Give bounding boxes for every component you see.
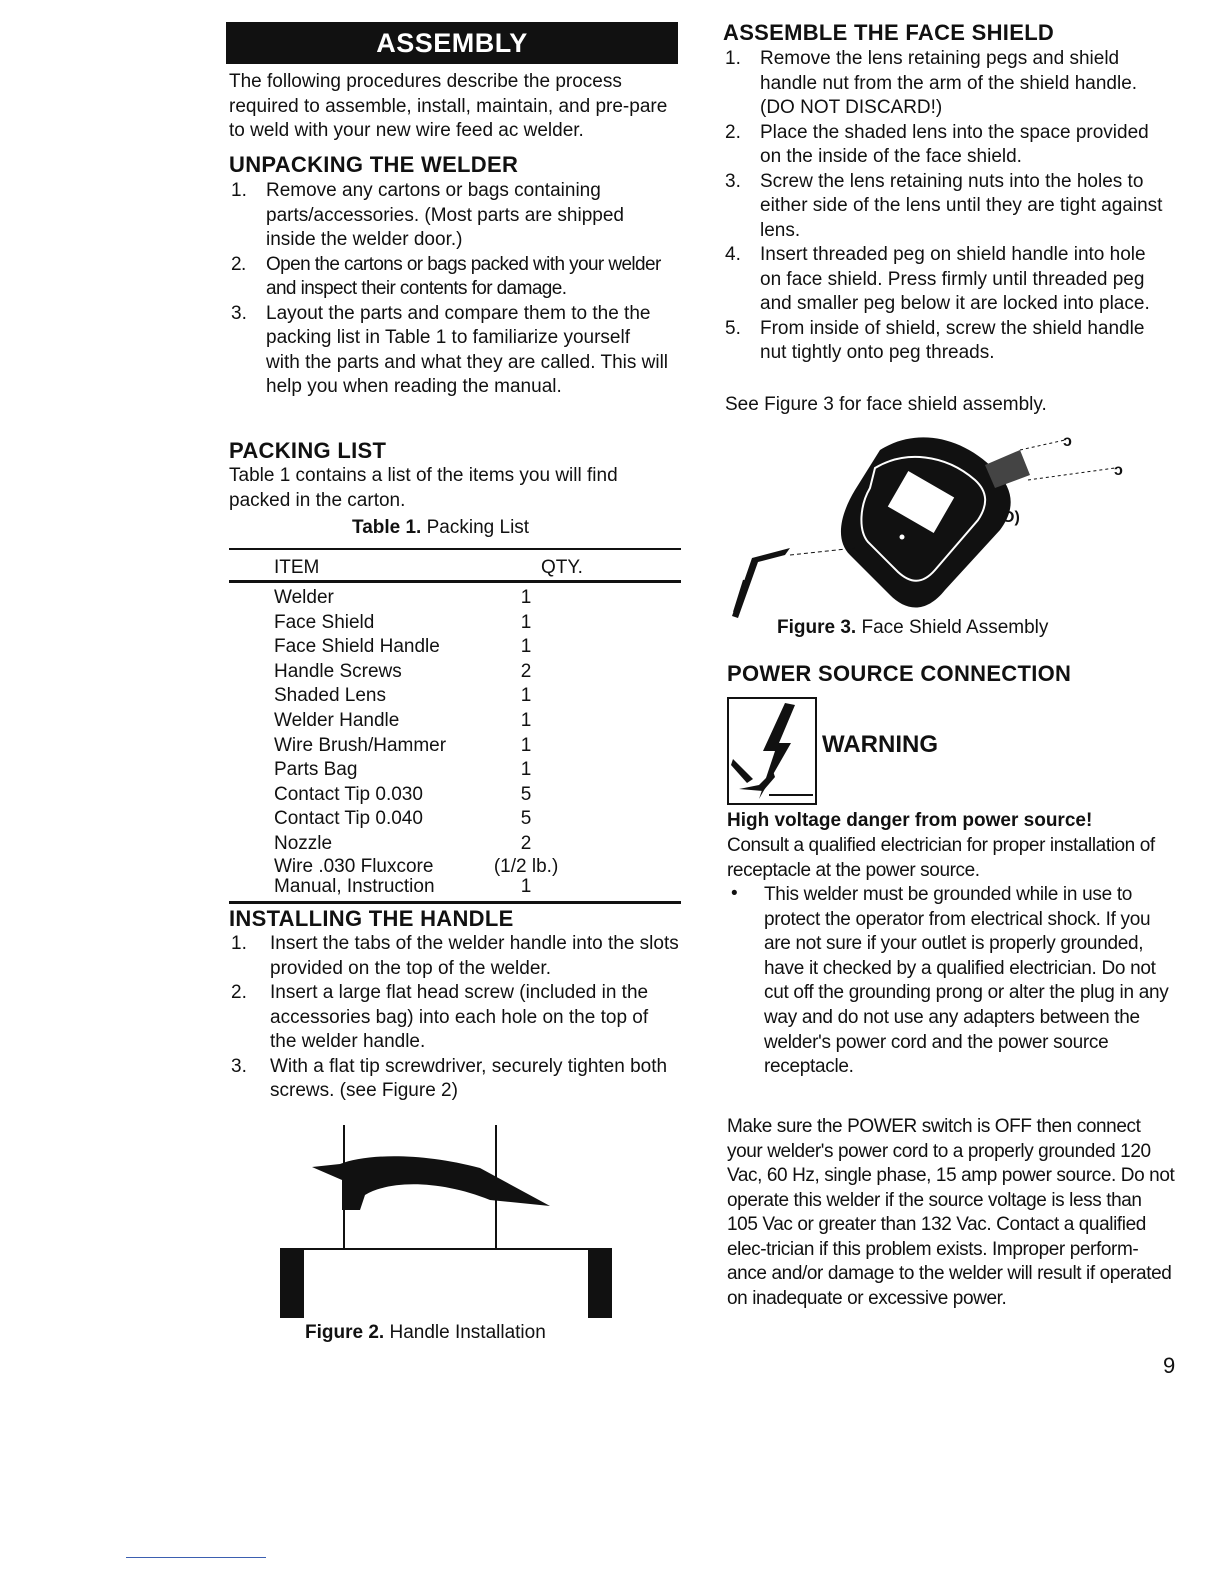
table-row: Nozzle 2 [274, 832, 532, 854]
installing-handle-heading: INSTALLING THE HANDLE [229, 906, 514, 931]
handle-installation-figure [270, 1120, 620, 1320]
dashed-line-top [1020, 440, 1065, 450]
face-shield-figure [730, 430, 1150, 620]
table-row: Handle Screws 2 [274, 660, 532, 682]
figure-2-caption: Figure 2. Handle Installation [305, 1322, 546, 1343]
figure-3-caption: Figure 3. Face Shield Assembly [777, 617, 1049, 638]
welder-side-right [588, 1248, 612, 1318]
list-item: 3. Screw the lens retaining nuts into the holes to either side of the lens until they are tight against lens. [725, 170, 1163, 241]
list-item: 1. Remove the lens retaining pegs and shield handle nut from the arm of the shield handle. (DO NOT DISCARD!) [725, 48, 1138, 118]
consult-electrician-text: Consult a qualified electrician for proper installation of receptacle at the power source. [727, 835, 1155, 881]
lightning-bolt-icon [729, 699, 815, 803]
handle-nut-icon: O) [1002, 509, 1020, 526]
footer-line [126, 1557, 266, 1558]
unpacking-steps [229, 179, 669, 400]
table-row: Parts Bag 1 [274, 759, 532, 781]
dashed-line-right [1028, 468, 1115, 480]
list-item: 3. Layout the parts and compare them to the the packing list in Table 1 to familiarize yourself with the parts and what they are called. This will help you when reading the manual. [231, 302, 669, 397]
list-item: 2. Place the shaded lens into the space provided on the inside of the face shield. [725, 121, 1149, 167]
table-row: Welder Handle 1 [274, 709, 532, 731]
nut-top-icon: ↄ [1063, 433, 1072, 450]
list-item: 2. Open the cartons or bags packed with your welder and inspect their contents for damage. [231, 253, 661, 299]
list-item: 4. Insert threaded peg on shield handle into hole on face shield. Press firmly until threaded peg and smaller peg below it are locked into place. [725, 244, 1150, 314]
table-row: Welder 1 [274, 587, 532, 608]
electric-shock-warning-box [727, 697, 817, 805]
table-row: Contact Tip 0.040 5 [274, 808, 532, 830]
packing-table [274, 586, 576, 897]
page-number: 9 [1163, 1353, 1176, 1378]
table-row: Face Shield 1 [274, 611, 532, 633]
face-shield-heading: ASSEMBLE THE FACE SHIELD [723, 20, 1055, 45]
bullet-icon: • [731, 883, 738, 904]
grounding-bullet-text: This welder must be grounded while in use to protect the operator from electrical shock. If you are not sure if your outlet is properly grounded, have it checked by a qualified electrician. Do not cut off the grounding prong or alter the plug in any way and do not use any adapters between the welder's power cord and the power source receptacle. [764, 884, 1169, 1078]
table-row: Shaded Lens 1 [274, 685, 532, 707]
shield-handle-arm [732, 548, 790, 618]
intro-paragraph: The following procedures describe the process required to assemble, install, maintain, and pre-pare to weld with your new wire feed ac welder. [229, 71, 668, 141]
table-row: Wire .030 Fluxcore (1/2 lb.) [274, 855, 559, 877]
table-header-qty: QTY. [541, 557, 583, 578]
assembly-banner: ASSEMBLY [226, 22, 678, 64]
warning-label: WARNING [822, 731, 938, 758]
unpacking-heading: UNPACKING THE WELDER [229, 152, 519, 177]
nut-right-icon: ↄ [1114, 462, 1123, 479]
dashed-line-handle [790, 548, 855, 555]
table-caption: Table 1. Packing List [352, 517, 530, 538]
table-row: Contact Tip 0.030 5 [274, 783, 532, 805]
table-header-item: ITEM [274, 557, 320, 578]
high-voltage-danger-text: High voltage danger from power source! [727, 810, 1093, 831]
table-row: Face Shield Handle 1 [274, 636, 532, 658]
packing-list-heading: PACKING LIST [229, 438, 387, 463]
see-figure-3-text: See Figure 3 for face shield assembly. [725, 394, 1047, 415]
table-row: Wire Brush/Hammer 1 [274, 734, 532, 756]
list-item: 1. Insert the tabs of the welder handle into the slots provided on the top of the welder. [231, 933, 679, 979]
welder-handle-shape [312, 1156, 550, 1210]
handle-steps [229, 932, 679, 1104]
packing-list-intro: Table 1 contains a list of the items you will find packed in the carton. [229, 465, 618, 511]
table-row: Manual, Instruction 1 [274, 875, 532, 897]
welder-side-left [280, 1248, 304, 1318]
lens-peg-hole [900, 535, 905, 540]
list-item: 1. Remove any cartons or bags containing parts/accessories. (Most parts are shipped inside the welder door.) [231, 180, 624, 250]
table-bottom-rule [229, 901, 681, 904]
grounding-bullet [727, 883, 1179, 1080]
list-item: 2. Insert a large flat head screw (included in the accessories bag) into each hole on the top of the welder handle. [231, 982, 649, 1052]
power-source-heading: POWER SOURCE CONNECTION [727, 661, 1072, 686]
list-item: 5. From inside of shield, screw the shield handle nut tightly onto peg threads. [725, 317, 1145, 363]
list-item: 3. With a flat tip screwdriver, securely tighten both screws. (see Figure 2) [231, 1055, 668, 1101]
power-closing-paragraph: Make sure the POWER switch is OFF then connect your welder's power cord to a properly grounded 120 Vac, 60 Hz, single phase, 15 amp power source. Do not operate this welder if the source voltage is less than 105 Vac or greater than 132 Vac. Contact a qualified elec-trician if this problem exists. Improper perform-ance and/or damage to the welder will result if operated on inadequate or excessive power. [727, 1116, 1175, 1309]
face-shield-steps [723, 47, 1168, 366]
table-top-rule [229, 548, 681, 550]
